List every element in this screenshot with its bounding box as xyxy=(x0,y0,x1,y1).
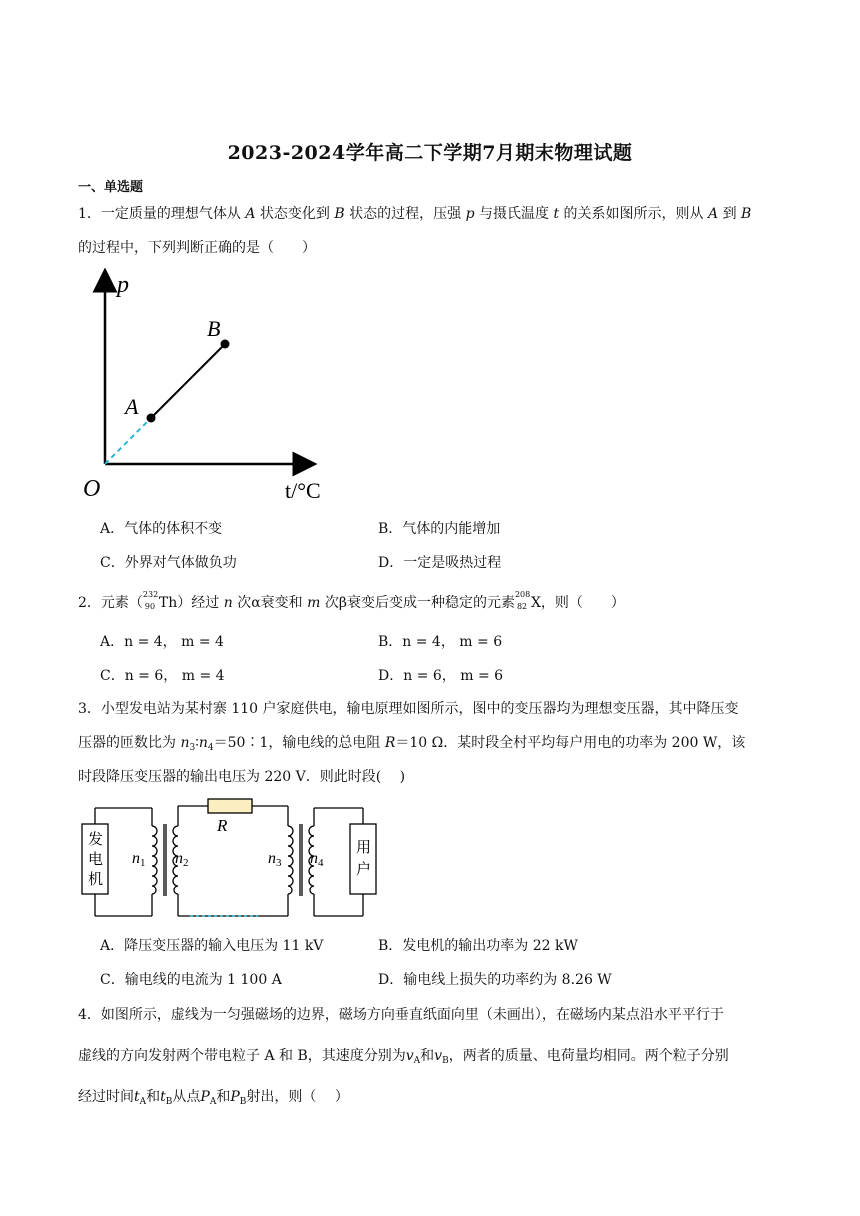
n4-label: n4 xyxy=(310,850,324,869)
user-label-2: 户 xyxy=(356,860,372,878)
q2-option-b[interactable]: B．n = 4， m = 6 xyxy=(378,634,503,650)
q1-stem-line1: 1．一定质量的理想气体从 A 状态变化到 B 状态的过程，压强 p 与摄氏温度 t 的关系如图所示，则从 A 到 B xyxy=(78,206,752,222)
q2-option-a[interactable]: A．n = 4， m = 4 xyxy=(100,634,224,650)
element-x-nuclide: 208 82 xyxy=(514,590,531,611)
q3-option-d[interactable]: D．输电线上损失的功率约为 8.26 W xyxy=(378,972,612,988)
q4-stem-line3: 经过时间$t_A$和$t_B$从点$P_A$和$P_B$射出，则（ ） xyxy=(78,1089,349,1107)
generator-label-1: 发 xyxy=(88,830,104,848)
q1-option-c[interactable]: C．外界对气体做负功 xyxy=(100,555,237,571)
resistor-label: R xyxy=(217,816,228,835)
q2-stem: 2．元素（ 232 90 Th）经过 n 次α衰变和 m 次β衰变后变成一种稳定的元素 208 82 X，则（ ） xyxy=(78,590,625,611)
generator-label-3: 机 xyxy=(88,870,104,888)
coil-n3 xyxy=(288,826,293,894)
point-a-label: A xyxy=(125,394,139,419)
q2-option-d[interactable]: D．n = 6， m = 6 xyxy=(378,668,504,684)
coil-n1 xyxy=(152,826,157,894)
y-axis-label: p xyxy=(117,272,129,298)
n2-label: n2 xyxy=(175,850,189,869)
q3-option-a[interactable]: A．降压变压器的输入电压为 11 kV xyxy=(100,938,324,954)
q3-option-b[interactable]: B．发电机的输出功率为 22 kW xyxy=(378,938,578,954)
thorium-nuclide: 232 90 xyxy=(142,590,159,611)
q3-circuit-diagram xyxy=(78,796,408,921)
process-line-ab xyxy=(151,344,225,418)
point-a-dot xyxy=(147,414,156,423)
origin-label: O xyxy=(83,476,101,502)
page-title: 2023-2024学年高二下学期7月期末物理试题 xyxy=(227,142,633,164)
q3-stem-line2: 压器的匝数比为 $n_3∶n_4=50∶1$，输电线的总电阻 R＝10 Ω．某时段全村平均每户用电的功率为 200 W，该 xyxy=(78,735,746,753)
q1-option-d[interactable]: D．一定是吸热过程 xyxy=(378,555,502,571)
q1-stem-line2: 的过程中，下列判断正确的是（ ） xyxy=(78,240,316,256)
q4-stem-line2: 虚线的方向发射两个带电粒子 A 和 B，其速度分别为$v_A$和$v_B$，两者的质量、电荷量均相同。两个粒子分别 xyxy=(78,1048,729,1066)
q1-option-b[interactable]: B．气体的内能增加 xyxy=(378,521,501,537)
n3-label: n3 xyxy=(268,850,282,869)
generator-label-2: 电 xyxy=(88,850,104,868)
point-b-dot xyxy=(221,340,230,349)
user-label-1: 用 xyxy=(356,838,372,856)
user-box xyxy=(350,824,376,894)
q1-pt-graph xyxy=(75,268,355,508)
point-b-label: B xyxy=(207,316,221,341)
extrapolation-dashed-line xyxy=(105,418,151,464)
q1-option-a[interactable]: A．气体的体积不变 xyxy=(100,521,223,537)
x-axis-label: t/°C xyxy=(285,478,321,503)
q3-option-c[interactable]: C．输电线的电流为 1 100 A xyxy=(100,972,282,988)
q2-option-c[interactable]: C．n = 6， m = 4 xyxy=(100,668,225,684)
resistor-r xyxy=(208,799,252,813)
q3-stem-line3: 时段降压变压器的输出电压为 220 V．则此时段( ) xyxy=(78,769,406,785)
section-heading: 一、单选题 xyxy=(78,180,144,195)
q4-stem-line1: 4．如图所示，虚线为一匀强磁场的边界，磁场方向垂直纸面向里（未画出），在磁场内某点沿水平平行于 xyxy=(78,1007,724,1023)
n1-label: n1 xyxy=(132,850,146,869)
q3-stem-line1: 3．小型发电站为某村寨 110 户家庭供电，输电原理如图所示，图中的变压器均为理想变压器，其中降压变 xyxy=(78,701,739,717)
